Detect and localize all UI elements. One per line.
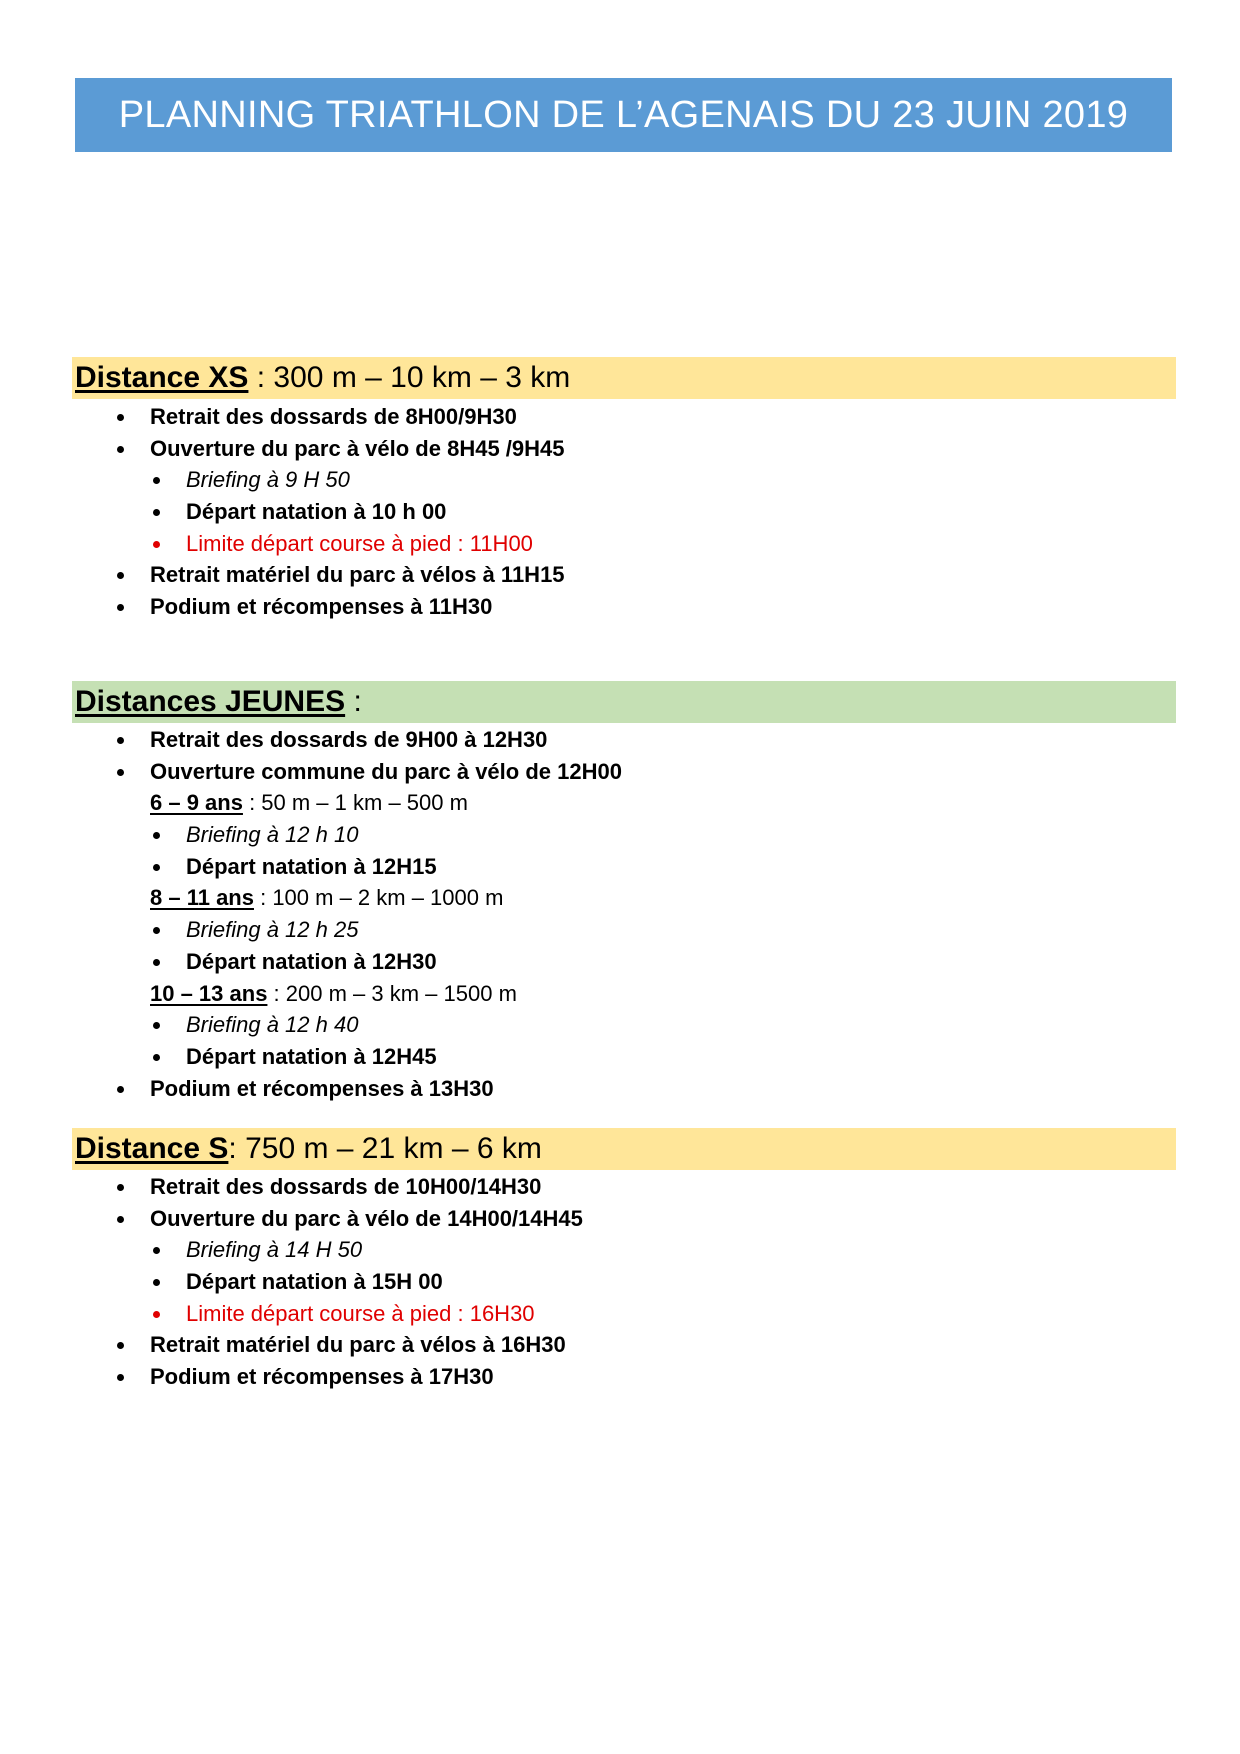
heading-label: Distance S [75, 1132, 229, 1165]
list-item: Retrait des dossards de 8H00/9H30 [72, 401, 1176, 433]
list-item: Briefing à 12 h 10 [72, 819, 1176, 851]
heading-label: Distances JEUNES [75, 685, 346, 718]
age-group-label: 6 – 9 ans [150, 790, 243, 816]
age-group-heading [72, 978, 1176, 1010]
list-item: Briefing à 12 h 40 [72, 1009, 1176, 1041]
list-item: Départ natation à 12H30 [72, 946, 1176, 978]
list-item: Retrait matériel du parc à vélos à 16H30 [72, 1329, 1176, 1361]
list-item: Podium et récompenses à 13H30 [72, 1073, 1176, 1105]
list-item: Retrait matériel du parc à vélos à 11H15 [72, 559, 1176, 591]
list-item-warning: Limite départ course à pied : 16H30 [72, 1298, 1176, 1330]
schedule-list-xs [72, 401, 1176, 623]
age-group-distances: : 50 m – 1 km – 500 m [242, 790, 468, 816]
age-group-label: 8 – 11 ans [150, 885, 254, 911]
section-distances-jeunes [72, 681, 1176, 1104]
list-item: Départ natation à 12H15 [72, 851, 1176, 883]
section-heading-xs [72, 357, 1176, 399]
list-item: Ouverture du parc à vélo de 14H00/14H45 [72, 1203, 1176, 1235]
age-group-distances: : 100 m – 2 km – 1000 m [253, 885, 504, 911]
age-group-distances: : 200 m – 3 km – 1500 m [267, 980, 517, 1006]
heading-detail: : 750 m – 21 km – 6 km [228, 1132, 542, 1165]
heading-detail: : [345, 685, 362, 718]
list-item-warning: Limite départ course à pied : 11H00 [72, 528, 1176, 560]
list-item: Briefing à 14 H 50 [72, 1234, 1176, 1266]
age-group-heading [72, 882, 1176, 914]
schedule-list-jeunes [72, 724, 1176, 1104]
section-distance-xs [72, 357, 1176, 623]
list-item: Briefing à 12 h 25 [72, 914, 1176, 946]
heading-label: Distance XS [75, 361, 249, 394]
list-item: Ouverture commune du parc à vélo de 12H00 [72, 756, 1176, 788]
age-group-heading [72, 787, 1176, 819]
list-item: Podium et récompenses à 17H30 [72, 1361, 1176, 1393]
list-item: Ouverture du parc à vélo de 8H45 /9H45 [72, 433, 1176, 465]
section-heading-s [72, 1128, 1176, 1170]
heading-detail: : 300 m – 10 km – 3 km [248, 361, 571, 394]
list-item: Départ natation à 12H45 [72, 1041, 1176, 1073]
age-group-label: 10 – 13 ans [150, 980, 268, 1006]
schedule-list-s [72, 1171, 1176, 1393]
list-item: Retrait des dossards de 9H00 à 12H30 [72, 724, 1176, 756]
section-distance-s [72, 1128, 1176, 1393]
page-title: PLANNING TRIATHLON DE L’AGENAIS DU 23 JUIN 2019 [75, 78, 1172, 152]
section-heading-jeunes [72, 681, 1176, 723]
list-item: Départ natation à 10 h 00 [72, 496, 1176, 528]
list-item: Briefing à 9 H 50 [72, 464, 1176, 496]
list-item: Podium et récompenses à 11H30 [72, 591, 1176, 623]
list-item: Retrait des dossards de 10H00/14H30 [72, 1171, 1176, 1203]
list-item: Départ natation à 15H 00 [72, 1266, 1176, 1298]
